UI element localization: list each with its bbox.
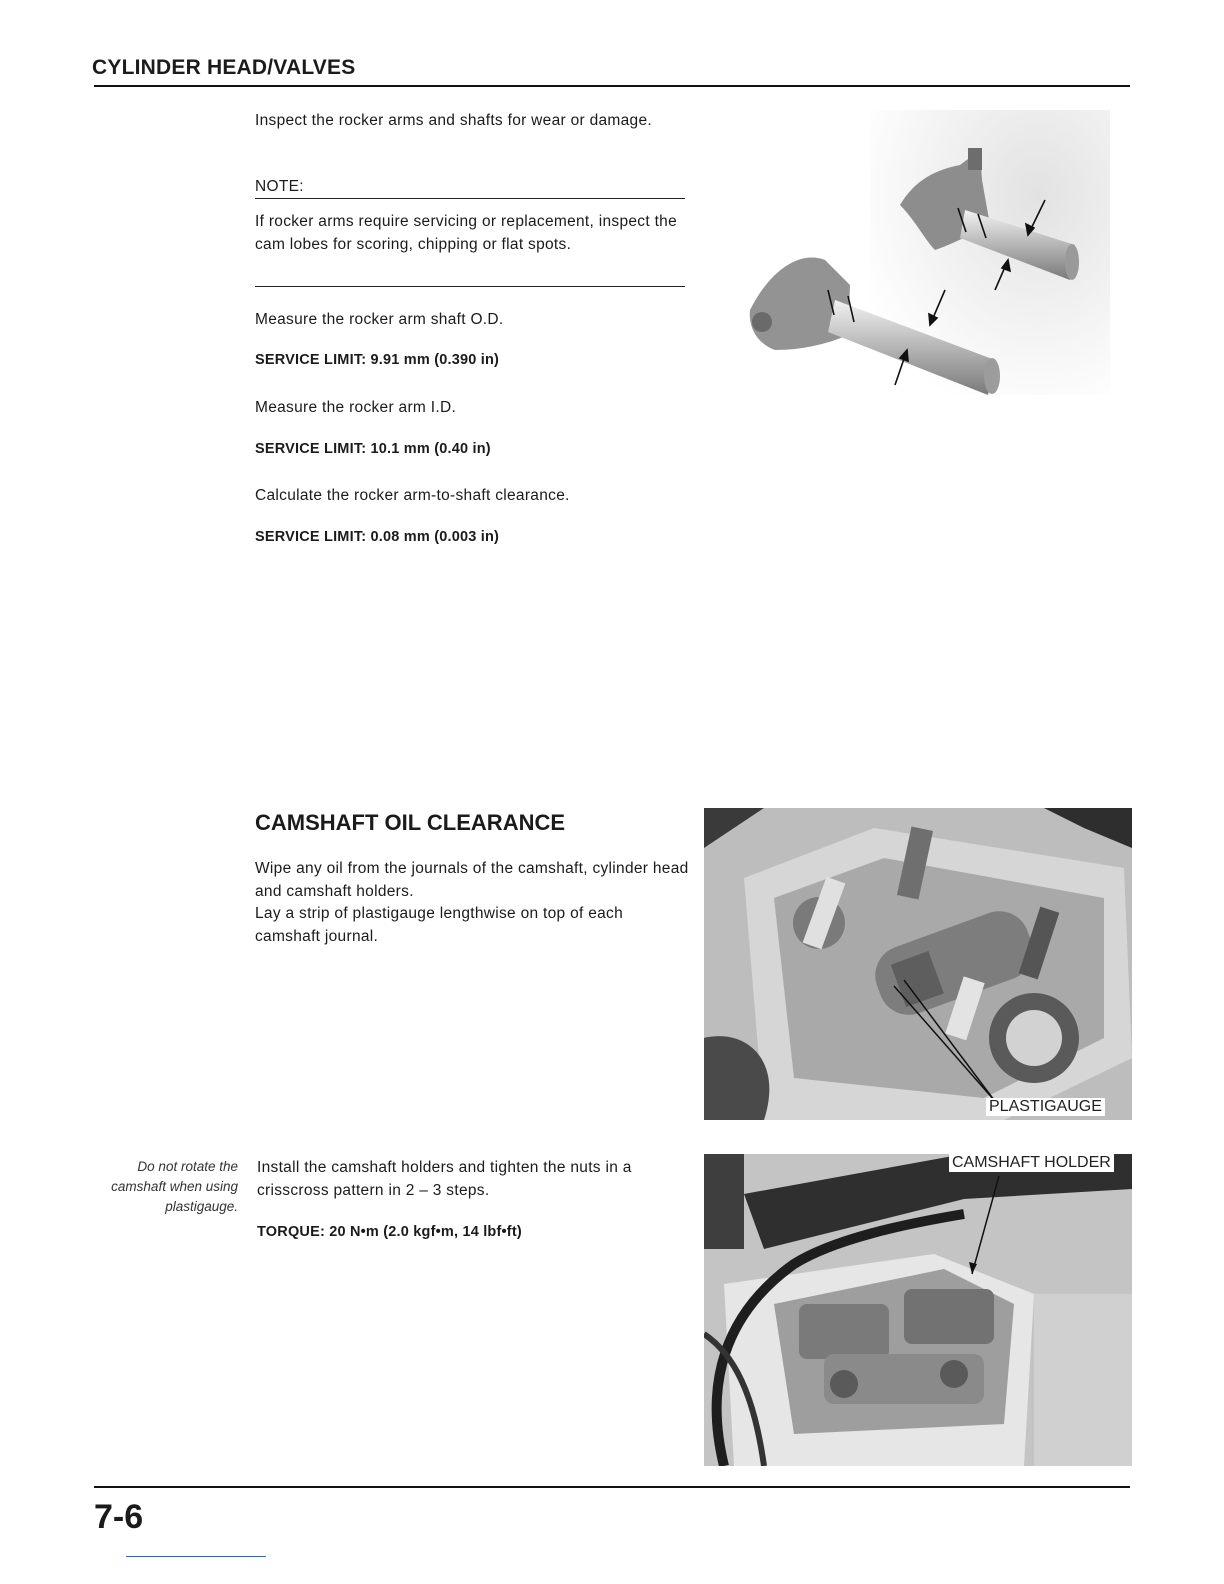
footer-link-underline: [126, 1556, 266, 1557]
step-shaft-od: Measure the rocker arm shaft O.D.: [255, 311, 504, 328]
camshaft-plastigauge-photo: [704, 808, 1132, 1120]
rocker-arm-photo: [730, 110, 1110, 395]
service-limit-rocker-id: SERVICE LIMIT: 10.1 mm (0.40 in): [255, 441, 491, 457]
note-label: NOTE:: [255, 178, 304, 195]
header-rule: [94, 85, 1130, 87]
note-text: If rocker arms require servicing or replacement, inspect the cam lobes for scoring, chipping or flat spots.: [255, 213, 678, 253]
service-limit-shaft-od: SERVICE LIMIT: 9.91 mm (0.390 in): [255, 352, 500, 368]
camshaft-holder-photo: [704, 1154, 1132, 1466]
rocker-intro: Inspect the rocker arms and shafts for wear or damage.: [255, 112, 652, 129]
camshaft-holder-label: CAMSHAFT HOLDER: [949, 1154, 1114, 1172]
page-number: 7-6: [94, 1498, 144, 1536]
step-rocker-id: Measure the rocker arm I.D.: [255, 399, 457, 416]
note-top-rule: [255, 198, 685, 199]
footer-rule: [94, 1486, 1130, 1488]
camshaft-plastigauge-instruction: Lay a strip of plastigauge lengthwise on top of each camshaft journal.: [255, 905, 624, 945]
camshaft-wipe-instruction: Wipe any oil from the journals of the camshaft, cylinder head and camshaft holders.: [255, 860, 689, 900]
page-header-title: CYLINDER HEAD/VALVES: [92, 56, 356, 79]
note-bottom-rule: [255, 286, 685, 287]
camshaft-section-title: CAMSHAFT OIL CLEARANCE: [255, 810, 566, 835]
side-note-do-not-rotate: Do not rotate the camshaft when using plastigauge.: [111, 1159, 238, 1214]
install-holders-instruction: Install the camshaft holders and tighten the nuts in a crisscross pattern in 2 – 3 steps.: [257, 1159, 632, 1199]
plastigauge-label: PLASTIGAUGE: [986, 1098, 1105, 1116]
torque-spec: TORQUE: 20 N•m (2.0 kgf•m, 14 lbf•ft): [257, 1224, 522, 1240]
service-limit-clearance: SERVICE LIMIT: 0.08 mm (0.003 in): [255, 529, 500, 545]
step-clearance: Calculate the rocker arm-to-shaft clearance.: [255, 487, 570, 504]
